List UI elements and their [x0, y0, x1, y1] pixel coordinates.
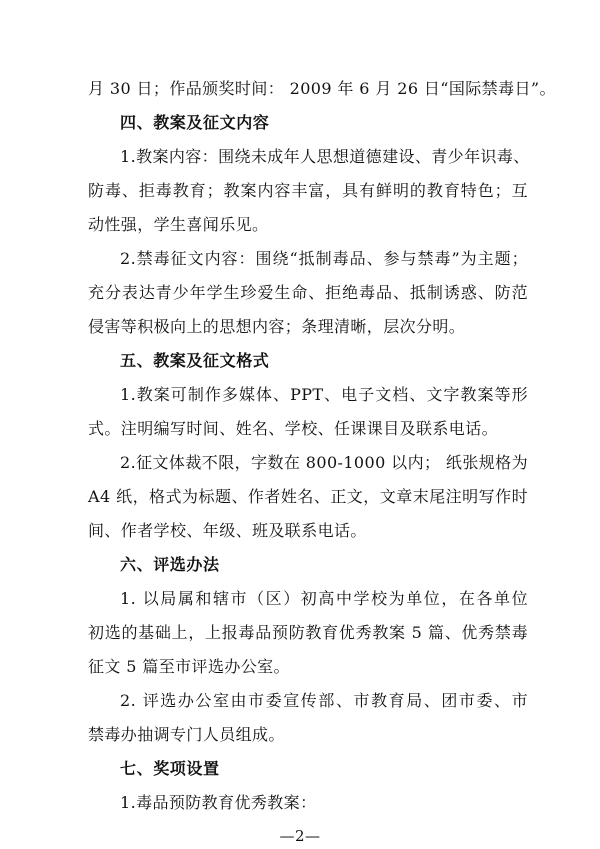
body-line: 防毒、拒毒教育；教案内容丰富，具有鲜明的教育特色；互	[88, 181, 528, 200]
body-line: 禁毒办抽调专门人员组成。	[88, 725, 285, 744]
section-heading: 七、奖项设置	[120, 759, 220, 778]
section-heading: 五、教案及征文格式	[120, 351, 270, 370]
body-line: 1.教案内容：围绕未成年人思想道德建设、青少年识毒、	[120, 147, 530, 166]
body-line: 初选的基础上，上报毒品预防教育优秀教案 5 篇、优秀禁毒	[88, 623, 528, 642]
body-line: 间、作者学校、年级、班及联系电话。	[88, 521, 367, 540]
body-line: 2.禁毒征文内容：围绕“抵制毒品、参与禁毒”为主题；	[120, 249, 528, 268]
body-line: 式。注明编写时间、姓名、学校、任课课目及联系电话。	[88, 419, 499, 438]
body-line: 侵害等积极向上的思想内容；条理清晰，层次分明。	[88, 317, 466, 336]
body-line: 征文 5 篇至市评选办公室。	[88, 657, 290, 676]
section-heading: 四、教案及征文内容	[120, 113, 270, 132]
body-line: 1.教案可制作多媒体、PPT、电子文档、文字教案等形	[120, 385, 528, 404]
body-line: 月 30 日；作品颁奖时间： 2009 年 6 月 26 日“国际禁毒日”。	[88, 79, 556, 98]
body-line: 动性强，学生喜闻乐见。	[88, 215, 269, 234]
body-line: 1.毒品预防教育优秀教案：	[120, 793, 317, 812]
body-line: A4 纸，格式为标题、作者姓名、正文，文章末尾注明写作时	[88, 487, 528, 506]
page-number: —2—	[279, 827, 321, 845]
body-line: 1. 以局属和辖市（区）初高中学校为单位，在各单位	[120, 589, 528, 608]
body-line: 充分表达青少年学生珍爱生命、拒绝毒品、抵制诱惑、防范	[88, 283, 528, 302]
section-heading: 六、评选办法	[120, 555, 220, 574]
body-line: 2.征文体裁不限，字数在 800-1000 以内； 纸张规格为	[120, 453, 528, 472]
body-line: 2. 评选办公室由市委宣传部、市教育局、团市委、市	[120, 691, 528, 710]
